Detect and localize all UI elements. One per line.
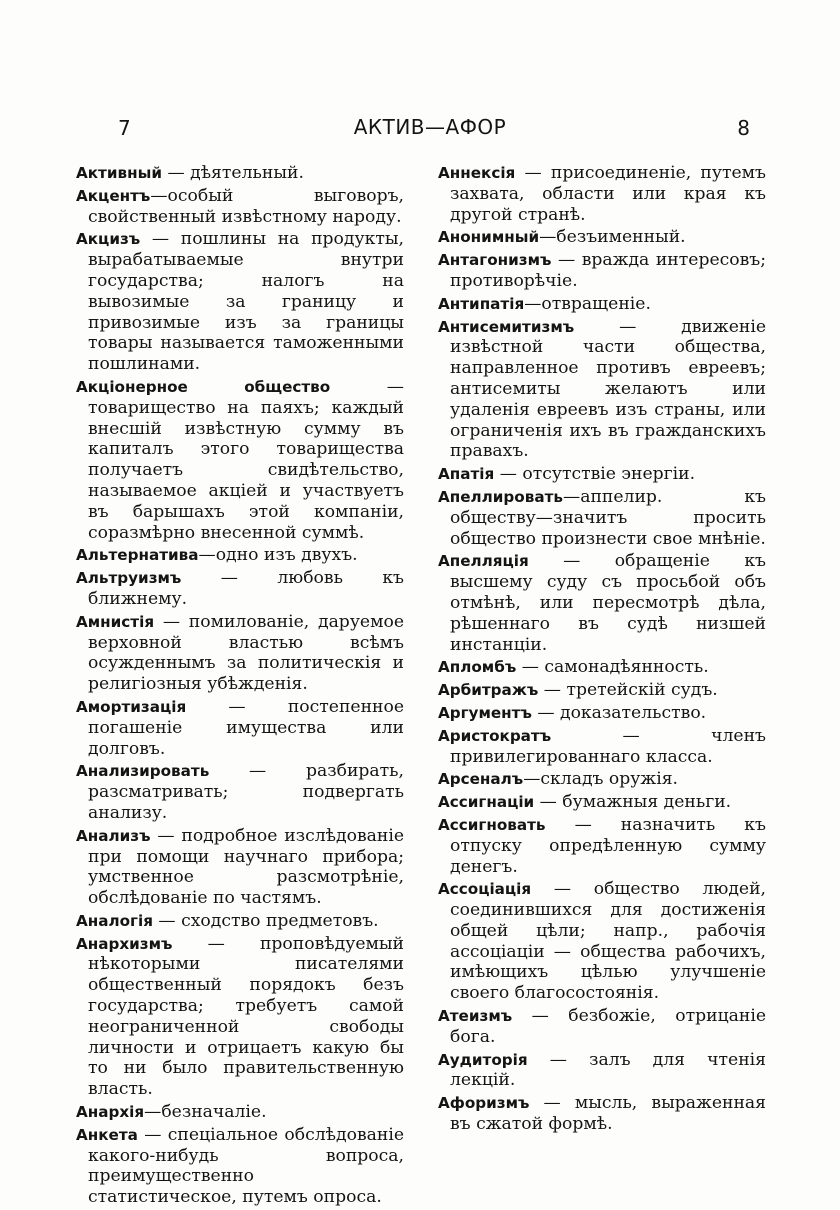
entry-definition: —особый выговоръ, свойственный извѣстному народу. (88, 185, 404, 227)
entry-definition: — обращеніе къ высшему суду съ просьбой объ отмѣнѣ, или пересмотрѣ дѣла, рѣшеннаго въ судѣ низшей инстанціи. (450, 551, 766, 655)
entry-definition: — движеніе извѣстной части общества, направленное противъ евреевъ; антисемиты желаютъ или удаленія евреевъ изъ страны, или ограниченія ихъ въ гражданскихъ правахъ. (450, 316, 766, 462)
entry-definition: — отсутствіе энергіи. (494, 464, 696, 485)
dictionary-entry (438, 464, 766, 485)
dictionary-entry (438, 1050, 766, 1092)
page-number-right: 8 (737, 116, 750, 140)
entry-definition: — проповѣдуемый нѣкоторыми писателями общественный порядокъ безъ государства; требуетъ самой неограниченной свободы личности и отрицаетъ какую бы то ни было правительственную власть. (88, 933, 404, 1100)
entry-definition: — мысль, выраженная въ сжатой формѣ. (450, 1093, 766, 1135)
entry-headword: Аудиторія (438, 1050, 528, 1069)
dictionary-entry (76, 163, 404, 184)
dictionary-entry (438, 879, 766, 1004)
dictionary-entry (76, 568, 404, 610)
entry-definition: — самонадѣянность. (516, 657, 709, 678)
entry-headword: Аналогія (76, 911, 153, 930)
dictionary-entry (76, 1102, 404, 1123)
entry-headword: Антагонизмъ (438, 251, 552, 270)
entry-headword: Аргументъ (438, 703, 532, 722)
dictionary-entry (438, 551, 766, 655)
dictionary-entry (76, 229, 404, 375)
entry-definition: —безначаліе. (144, 1102, 267, 1123)
entry-definition: — помилованіе, даруемое верховной властью всѣмъ осужденнымъ за политическія и религіозныя убѣжденія. (88, 611, 404, 695)
entry-definition: — товарищество на паяхъ; каждый внесшій извѣстную сумму въ капиталъ этого товарищества получаетъ свидѣтельство, называемое акціей и участвуетъ въ барышахъ этой компаніи, соразмѣрно внесенной суммѣ. (88, 376, 404, 543)
entry-headword: Акцентъ (76, 186, 151, 205)
entry-definition: — постепенное погашеніе имущества или долговъ. (88, 696, 404, 759)
entry-definition: — членъ привилегированнаго класса. (450, 725, 766, 767)
entry-definition: — разбирать, разсматривать; подвергать анализу. (88, 761, 404, 823)
entry-headword: Арбитражъ (438, 681, 539, 700)
dictionary-entry (438, 657, 766, 678)
entry-definition: — бумажныя деньги. (534, 792, 732, 813)
entry-headword: Ассигнаціи (438, 793, 535, 812)
entry-headword: Амортизація (76, 697, 187, 716)
entry-headword: Акцизъ (76, 230, 141, 249)
entry-definition: —складъ оружія. (523, 769, 678, 790)
entry-headword: Апелляція (438, 552, 529, 571)
entry-definition: —аппелир. къ обществу—значитъ просить общество произнести свое мнѣніе. (450, 486, 766, 549)
entry-headword: Антипатія (438, 294, 525, 313)
entry-headword: Анонимный (438, 228, 540, 247)
dictionary-entry (76, 377, 404, 543)
entry-headword: Арсеналъ (438, 770, 524, 789)
entry-headword: Аристократъ (438, 726, 552, 745)
dictionary-entry (438, 769, 766, 790)
entry-headword: Анализъ (76, 826, 151, 845)
dictionary-entry (76, 761, 404, 823)
dictionary-entry (438, 726, 766, 768)
entry-definition: — вражда интересовъ; противорѣчіе. (450, 250, 766, 291)
entry-definition: — пошлины на продукты, вырабатываемые внутри государства; налогъ на вывозимые за границу и привозимые изъ за границы товары называется таможенными пошлинами. (88, 229, 404, 375)
entry-headword: Афоризмъ (438, 1094, 530, 1113)
entry-definition: — спеціальное обслѣдованіе какого-нибудь вопроса, преимущественно статистическое, путемъ опроса. (88, 1124, 404, 1208)
page-number-left: 7 (118, 116, 131, 140)
dictionary-entry (76, 826, 404, 909)
entry-definition: — общество людей, соединившихся для достиженія общей цѣли; напр., рабочія ассоціаціи — общества рабочихъ, имѣющихъ цѣлью улучшеніе своего благосостоянія. (450, 879, 766, 1004)
dictionary-entry (76, 911, 404, 932)
dictionary-entry (438, 487, 766, 549)
dictionary-entry (76, 1125, 404, 1208)
entry-definition: —безъименный. (539, 227, 686, 248)
dictionary-entry (76, 545, 404, 566)
dictionary-entry (76, 934, 404, 1100)
entry-definition: — любовь къ ближнему. (88, 568, 404, 609)
entry-headword: Активный (76, 164, 162, 182)
dictionary-entry (438, 227, 766, 248)
entry-headword: Апеллировать (438, 487, 564, 506)
dictionary-entry (438, 792, 766, 813)
entry-definition: — сходство предметовъ. (152, 910, 379, 931)
entry-headword: Акціонерное общество (76, 377, 331, 396)
entry-headword: Ассоціація (438, 880, 532, 899)
dictionary-entry (76, 186, 404, 228)
left-column (76, 163, 404, 1210)
entry-headword: Ассигновать (438, 815, 546, 834)
dictionary-entry (438, 163, 766, 225)
entry-definition: — залъ для чтенія лекцій. (450, 1049, 766, 1091)
entry-definition: — третейскій судъ. (538, 680, 718, 701)
entry-definition: —отвращеніе. (524, 293, 651, 314)
running-title: АКТИВ—АФОР (353, 115, 507, 139)
entry-headword: Анализировать (76, 762, 210, 781)
dictionary-entry (76, 612, 404, 695)
dictionary-entry (438, 1093, 766, 1135)
entry-definition: —одно изъ двухъ. (198, 545, 358, 566)
dictionary-entry (438, 703, 766, 724)
entry-definition: — безбожіе, отрицаніе бога. (450, 1006, 766, 1047)
dictionary-entry (438, 250, 766, 292)
right-column (438, 163, 766, 1137)
dictionary-entry (438, 317, 766, 463)
dictionary-entry (438, 294, 766, 315)
entry-headword: Апатія (438, 465, 495, 484)
entry-definition: — назначить къ отпуску опредѣленную сумму денегъ. (450, 814, 766, 877)
entry-headword: Антисемитизмъ (438, 317, 575, 336)
entry-definition: — дѣятельный. (162, 163, 304, 183)
entry-headword: Альтернатива (76, 546, 199, 565)
page-header (110, 112, 750, 144)
entry-headword: Анкета (76, 1125, 138, 1144)
entry-headword: Анархія (76, 1103, 145, 1122)
entry-headword: Анархизмъ (76, 934, 173, 953)
entry-headword: Аннексія (438, 164, 516, 182)
entry-headword: Амнистія (76, 612, 155, 631)
entry-definition: — подробное изслѣдованіе при помощи научнаго прибора; умственное разсмотрѣніе, обслѣдованіе по частямъ. (88, 825, 404, 909)
dictionary-entry (438, 1006, 766, 1048)
entry-headword: Альтруизмъ (76, 569, 182, 588)
dictionary-entry (438, 815, 766, 877)
dictionary-entry (438, 680, 766, 701)
entry-definition: — доказательство. (531, 702, 707, 723)
dictionary-entry (76, 697, 404, 759)
entry-headword: Апломбъ (438, 658, 517, 677)
entry-definition: — присоединеніе, путемъ захвата, области или края къ другой странѣ. (450, 163, 766, 225)
entry-headword: Атеизмъ (438, 1007, 513, 1026)
